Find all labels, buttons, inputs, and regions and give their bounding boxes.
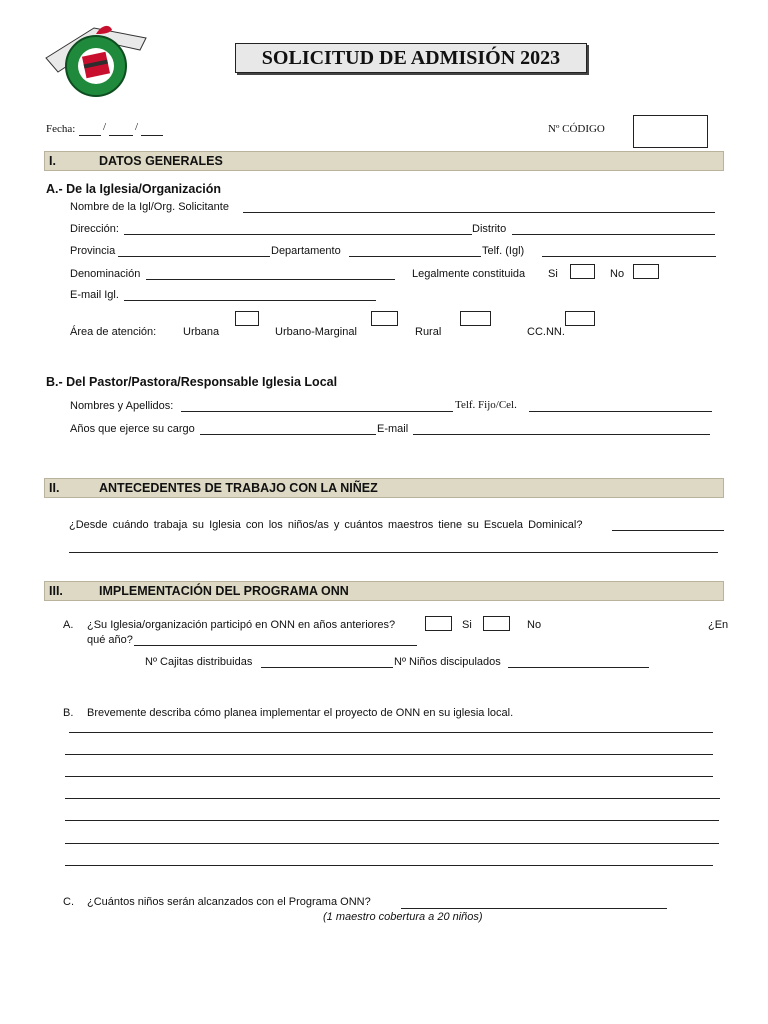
fecha-label: Fecha: (46, 123, 76, 135)
en-label: ¿En (708, 619, 729, 631)
area-urbana-checkbox[interactable] (235, 311, 259, 326)
legal-si-checkbox[interactable] (570, 264, 595, 279)
nombre-field[interactable] (243, 212, 715, 213)
telf-igl-label: Telf. (Igl) (482, 245, 525, 257)
denominacion-field[interactable] (146, 279, 395, 280)
fecha-separator: / (135, 121, 139, 133)
antecedentes-answer-line[interactable] (612, 530, 724, 531)
provincia-field[interactable] (118, 256, 270, 257)
question-c-text: ¿Cuántos niños serán alcanzados con el Programa ONN? (87, 896, 371, 908)
area-ccnn-checkbox[interactable] (565, 311, 595, 326)
legal-no-label: No (610, 268, 625, 280)
area-ccnn-label: CC.NN. (527, 326, 565, 338)
email-igl-field[interactable] (124, 300, 376, 301)
telf-fijo-label: Telf. Fijo/Cel. (455, 399, 517, 411)
direccion-field[interactable] (124, 234, 472, 235)
cajitas-field[interactable] (261, 667, 393, 668)
description-line[interactable] (65, 820, 719, 821)
pastor-email-label: E-mail (377, 423, 409, 435)
description-line[interactable] (65, 754, 713, 755)
question-c-note: (1 maestro cobertura a 20 niños) (323, 911, 483, 923)
denominacion-label: Denominación (70, 268, 141, 280)
direccion-label: Dirección: (70, 223, 119, 235)
form-title: SOLICITUD DE ADMISIÓN 2023 (235, 43, 587, 73)
question-b-text: Brevemente describa cómo planea implementar el proyecto de ONN en su iglesia local. (87, 707, 514, 719)
area-label: Área de atención: (70, 326, 157, 338)
question-c-letter: C. (63, 896, 74, 908)
section-datos-generales (44, 151, 724, 171)
legal-si-label: Si (548, 268, 558, 280)
fecha-day-field[interactable] (79, 135, 101, 136)
provincia-label: Provincia (70, 245, 116, 257)
codigo-box[interactable] (633, 115, 708, 148)
onn-no-checkbox[interactable] (483, 616, 510, 631)
area-rural-checkbox[interactable] (460, 311, 491, 326)
subsection-a-heading: A.- De la Iglesia/Organización (46, 182, 222, 196)
que-anio-field[interactable] (134, 645, 417, 646)
question-b-letter: B. (63, 707, 74, 719)
area-urbano-marginal-label: Urbano-Marginal (275, 326, 357, 338)
area-urbana-label: Urbana (183, 326, 220, 338)
area-urbano-marginal-checkbox[interactable] (371, 311, 398, 326)
fecha-month-field[interactable] (109, 135, 133, 136)
section-antecedentes (44, 478, 724, 498)
pastor-email-field[interactable] (413, 434, 710, 435)
que-anio-label: qué año? (87, 634, 133, 646)
cajitas-label: Nº Cajitas distribuidas (145, 656, 253, 668)
codigo-label: Nº CÓDIGO (548, 123, 605, 135)
departamento-label: Departamento (271, 245, 341, 257)
departamento-field[interactable] (349, 256, 481, 257)
nombres-label: Nombres y Apellidos: (70, 400, 174, 412)
legal-label: Legalmente constituida (412, 268, 526, 280)
onn-no-label: No (527, 619, 542, 631)
anios-label: Años que ejerce su cargo (70, 423, 195, 435)
onn-si-label: Si (462, 619, 472, 631)
section-implementacion (44, 581, 724, 601)
fecha-separator: / (103, 121, 107, 133)
description-line[interactable] (65, 865, 713, 866)
organization-logo (44, 20, 148, 104)
ninos-discipulados-field[interactable] (508, 667, 649, 668)
section-title: DATOS GENERALES (99, 154, 223, 168)
ninos-alcanzados-field[interactable] (401, 908, 667, 909)
ninos-discipulados-label: Nº Niños discipulados (394, 656, 501, 668)
legal-no-checkbox[interactable] (633, 264, 659, 279)
section-number: I. (49, 154, 56, 168)
antecedentes-question: ¿Desde cuándo trabaja su Iglesia con los niños/as y cuántos maestros tiene su Escuela Dominical? (69, 519, 583, 531)
question-a-text: ¿Su Iglesia/organización participó en ONN en años anteriores? (87, 619, 396, 631)
fecha-year-field[interactable] (141, 135, 163, 136)
nombre-label: Nombre de la Igl/Org. Solicitante (70, 201, 229, 213)
area-rural-label: Rural (415, 326, 442, 338)
subsection-b-heading: B.- Del Pastor/Pastora/Responsable Iglesia Local (46, 375, 338, 389)
anios-field[interactable] (200, 434, 376, 435)
telf-igl-field[interactable] (542, 256, 716, 257)
description-line[interactable] (65, 843, 719, 844)
description-line[interactable] (65, 798, 720, 799)
question-a-letter: A. (63, 619, 74, 631)
nombres-field[interactable] (181, 411, 453, 412)
antecedentes-answer-line[interactable] (69, 552, 718, 553)
description-line[interactable] (69, 732, 713, 733)
email-igl-label: E-mail Igl. (70, 289, 119, 301)
section-title: ANTECEDENTES DE TRABAJO CON LA NIÑEZ (99, 481, 378, 495)
distrito-field[interactable] (512, 234, 715, 235)
section-title: IMPLEMENTACIÓN DEL PROGRAMA ONN (99, 584, 349, 598)
onn-si-checkbox[interactable] (425, 616, 452, 631)
section-number: III. (49, 584, 63, 598)
telf-fijo-field[interactable] (529, 411, 712, 412)
section-number: II. (49, 481, 60, 495)
distrito-label: Distrito (472, 223, 507, 235)
description-line[interactable] (65, 776, 713, 777)
